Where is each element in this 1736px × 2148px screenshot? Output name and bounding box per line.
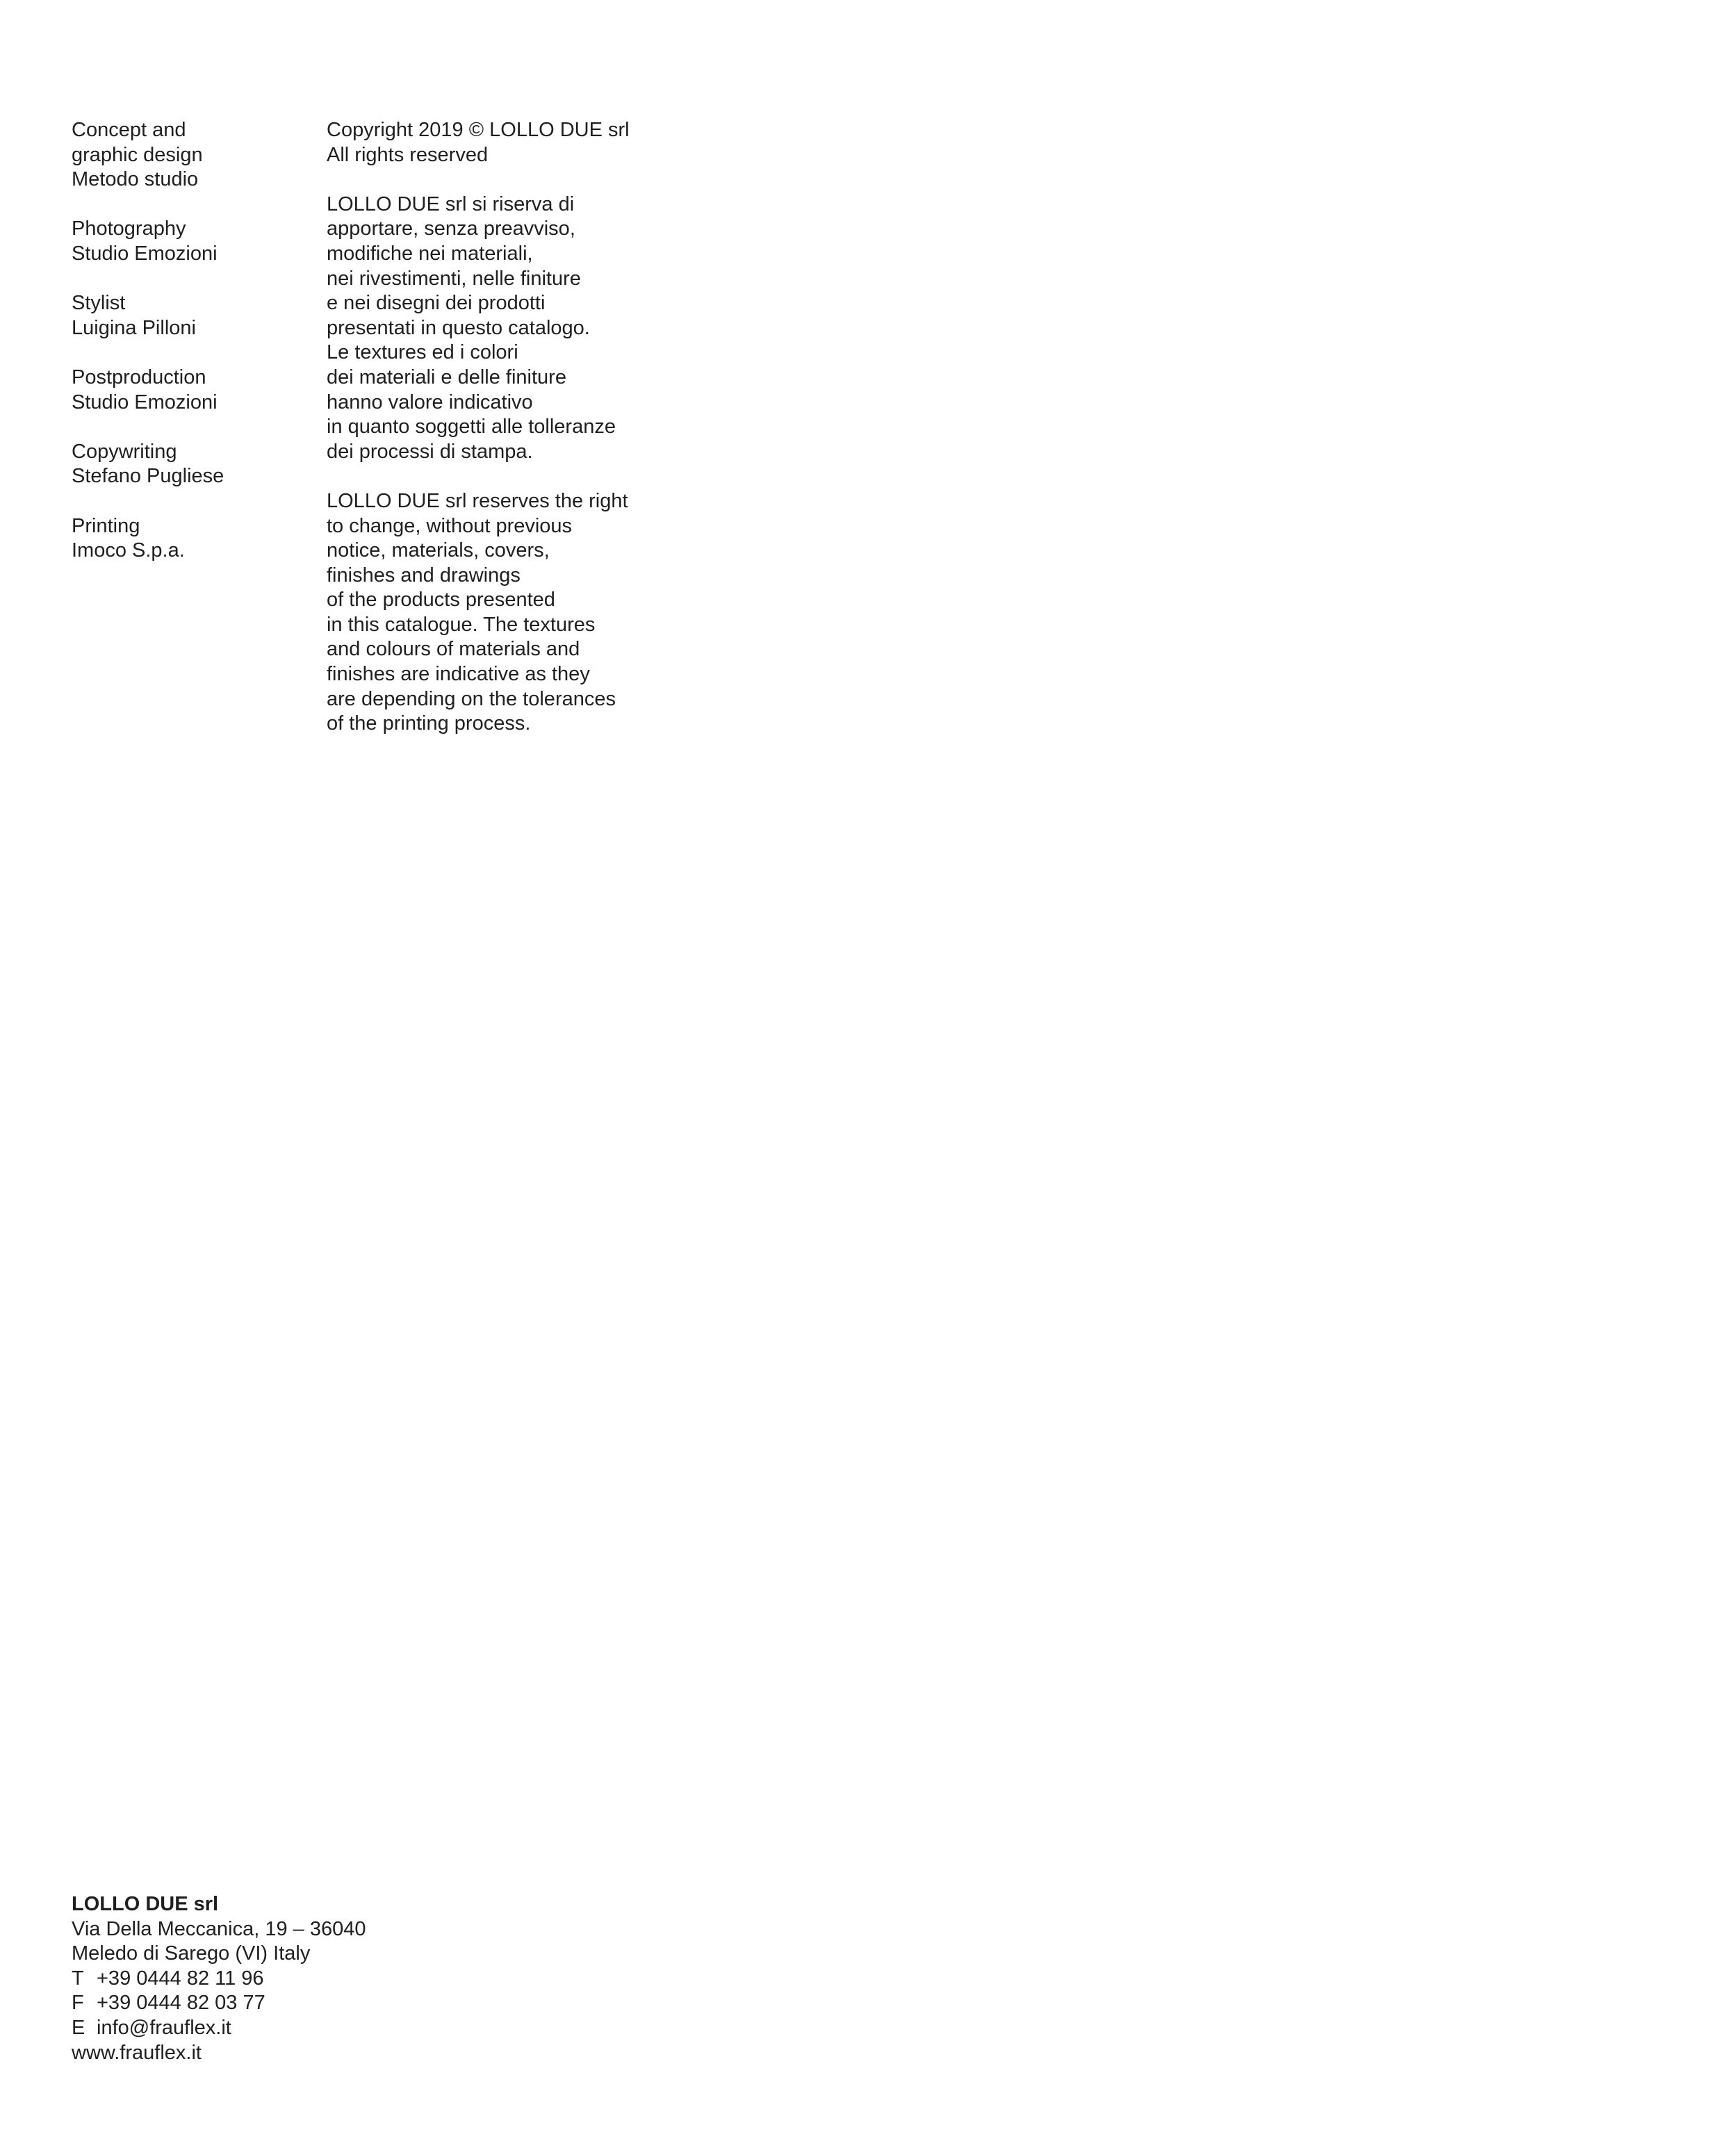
disclaimer-line: finishes are indicative as they [327, 663, 590, 686]
disclaimer-line: of the products presented [327, 589, 555, 612]
credit-role: graphic design [72, 143, 203, 166]
disclaimer-line: nei rivestimenti, nelle finiture [327, 267, 581, 290]
credit-name: Studio Emozioni [72, 242, 218, 265]
disclaimer-line: notice, materials, covers, [327, 539, 550, 562]
disclaimer-line: Le textures ed i colori [327, 341, 518, 364]
credit-postproduction [72, 366, 301, 415]
website-link: www.frauflex.it [72, 2041, 202, 2064]
fax-number: +39 0444 82 03 77 [97, 1992, 265, 2015]
credits-column [72, 118, 301, 588]
phone-label: T [72, 1967, 84, 1990]
disclaimer-line: of the printing process. [327, 712, 531, 735]
legal-column [327, 118, 716, 761]
credit-role: Postproduction [72, 366, 206, 388]
copyright-notice [327, 118, 716, 167]
disclaimer-line: LOLLO DUE srl si riserva di [327, 192, 575, 215]
credit-name: Studio Emozioni [72, 391, 218, 413]
credit-role: Stylist [72, 292, 126, 315]
rights-line: All rights reserved [327, 143, 489, 166]
disclaimer-line: in quanto soggetti alle tolleranze [327, 416, 616, 438]
email-address: info@frauflex.it [97, 2016, 231, 2039]
disclaimer-line: in this catalogue. The textures [327, 613, 596, 636]
credit-name: Metodo studio [72, 168, 199, 191]
email-label: E [72, 2016, 85, 2039]
phone-row [72, 1967, 558, 1992]
company-name: LOLLO DUE srl [72, 1893, 219, 1915]
address-line: Meledo di Sarego (VI) Italy [72, 1942, 311, 1965]
credit-copywriting [72, 440, 301, 489]
credit-name: Luigina Pilloni [72, 316, 196, 339]
fax-row [72, 1991, 558, 2016]
fax-label: F [72, 1992, 84, 2015]
disclaimer-line: and colours of materials and [327, 638, 580, 661]
disclaimer-line: hanno valore indicativo [327, 391, 533, 413]
credit-role: Printing [72, 514, 140, 537]
disclaimer-line: presentati in questo catalogo. [327, 316, 590, 339]
credit-photography [72, 217, 301, 266]
email-row [72, 2016, 558, 2041]
credit-role: Photography [72, 218, 186, 240]
disclaimer-line: dei materiali e delle finiture [327, 366, 566, 388]
disclaimer-italian [327, 192, 716, 465]
credit-role: Copywriting [72, 440, 177, 463]
disclaimer-line: LOLLO DUE srl reserves the right [327, 489, 628, 512]
disclaimer-english [327, 489, 716, 737]
copyright-line: Copyright 2019 © LOLLO DUE srl [327, 119, 630, 141]
disclaimer-line: modifiche nei materiali, [327, 242, 533, 265]
address-line: Via Della Meccanica, 19 – 36040 [72, 1917, 366, 1940]
disclaimer-line: finishes and drawings [327, 564, 521, 587]
credit-name: Stefano Pugliese [72, 465, 224, 488]
disclaimer-line: e nei disegni dei prodotti [327, 292, 546, 315]
disclaimer-line: dei processi di stampa. [327, 440, 533, 463]
disclaimer-line: to change, without previous [327, 514, 573, 537]
credit-name: Imoco S.p.a. [72, 539, 185, 562]
credit-printing [72, 514, 301, 564]
phone-number: +39 0444 82 11 96 [97, 1967, 264, 1990]
credit-concept [72, 118, 301, 192]
credit-stylist [72, 291, 301, 341]
disclaimer-line: are depending on the tolerances [327, 687, 616, 710]
disclaimer-line: apportare, senza preavviso, [327, 218, 575, 240]
company-info [72, 1892, 558, 2065]
credit-role: Concept and [72, 119, 186, 141]
